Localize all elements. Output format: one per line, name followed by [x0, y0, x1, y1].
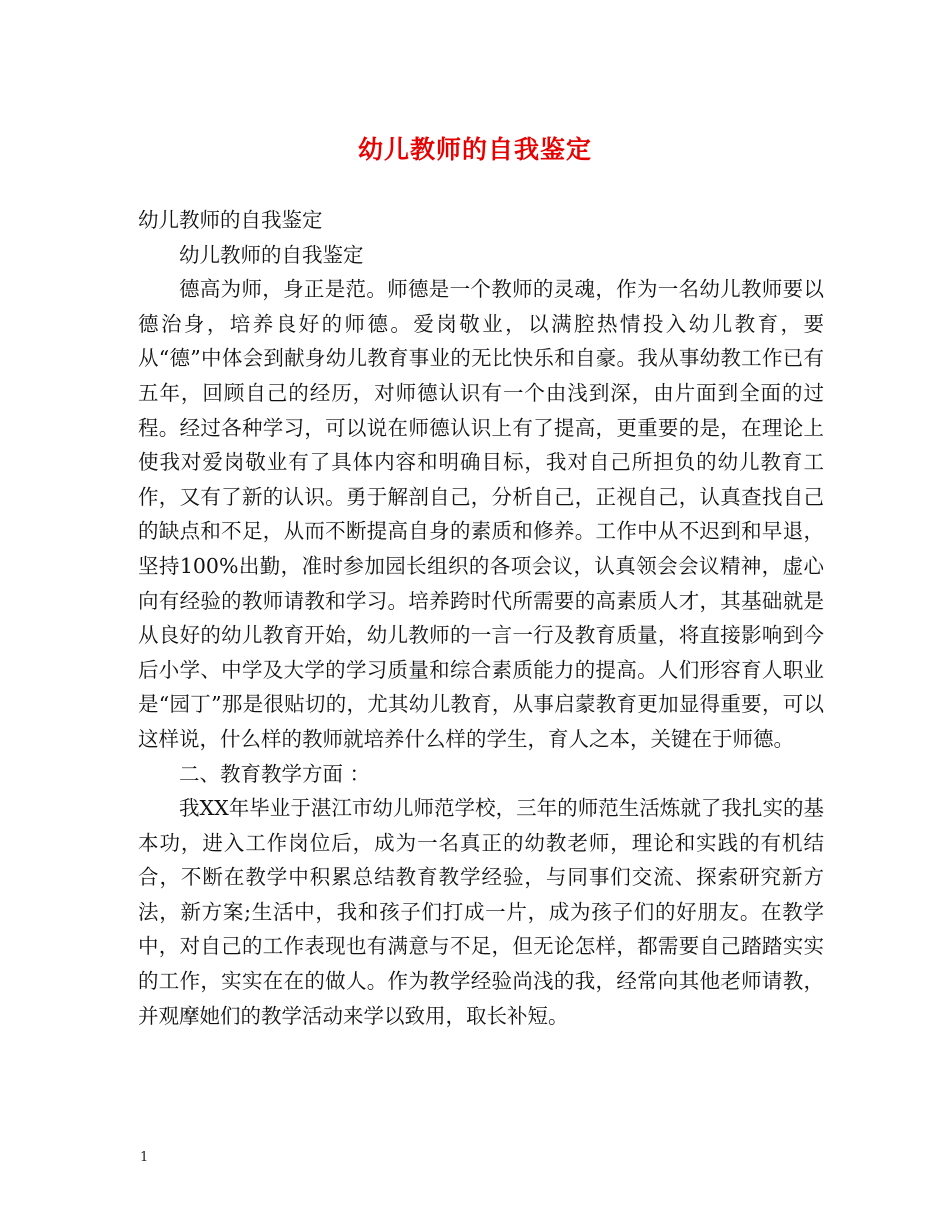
paragraph-ethics: 德高为师，身正是范。师德是一个教师的灵魂，作为一名幼儿教师要以德治身，培养良好的师德。爱岗敬业，以满腔热情投入幼儿教育，要从“德”中体会到献身幼儿教育事业的无比快乐和自豪。我从事幼教工作已有五年，回顾自己的经历，对师德认识有一个由浅到深，由片面到全面的过程。经过各种学习，可以说在师德认识上有了提高，更重要的是，在理论上使我对爱岗敬业有了具体内容和明确目标，我对自己所担负的幼儿教育工作，又有了新的认识。勇于解剖自己，分析自己，正视自己，认真查找自己的缺点和不足，从而不断提高自身的素质和修养。工作中从不迟到和早退，坚持100%出勤，准时参加园长组织的各项会议，认真领会会议精神，虚心向有经验的教师请教和学习。培养跨时代所需要的高素质人才，其基础就是从良好的幼儿教育开始，幼儿教师的一言一行及教育质量，将直接影响到今后小学、中学及大学的学习质量和综合素质能力的提高。人们形容育人职业是“园丁”那是很贴切的，尤其幼儿教育，从事启蒙教育更加显得重要，可以这样说，什么样的教师就培养什么样的学生，育人之本，关键在于师德。	[138, 277, 824, 751]
paragraph-subheading: 幼儿教师的自我鉴定	[179, 242, 364, 267]
document-title: 幼儿教师的自我鉴定	[357, 135, 592, 164]
paragraph-teaching: 我XX年毕业于湛江市幼儿师范学校，三年的师范生活炼就了我扎实的基本功，进入工作岗位后，成为一名真正的幼教老师，理论和实践的有机结合，不断在教学中积累总结教育教学经验，与同事们交流、探索研究新方法，新方案;生活中，我和孩子们打成一片，成为孩子们的好朋友。在教学中，对自己的工作表现也有满意与不足，但无论怎样，都需要自己踏踏实实的工作，实实在在的做人。作为教学经验尚浅的我，经常向其他老师请教，并观摩她们的教学活动来学以致用，取长补短。	[138, 796, 824, 1028]
page-number: 1	[140, 1150, 149, 1165]
document-body	[138, 203, 824, 1033]
paragraph-heading: 幼儿教师的自我鉴定	[138, 208, 323, 232]
section-heading-teaching: 二、教育教学方面 ：	[179, 761, 371, 786]
